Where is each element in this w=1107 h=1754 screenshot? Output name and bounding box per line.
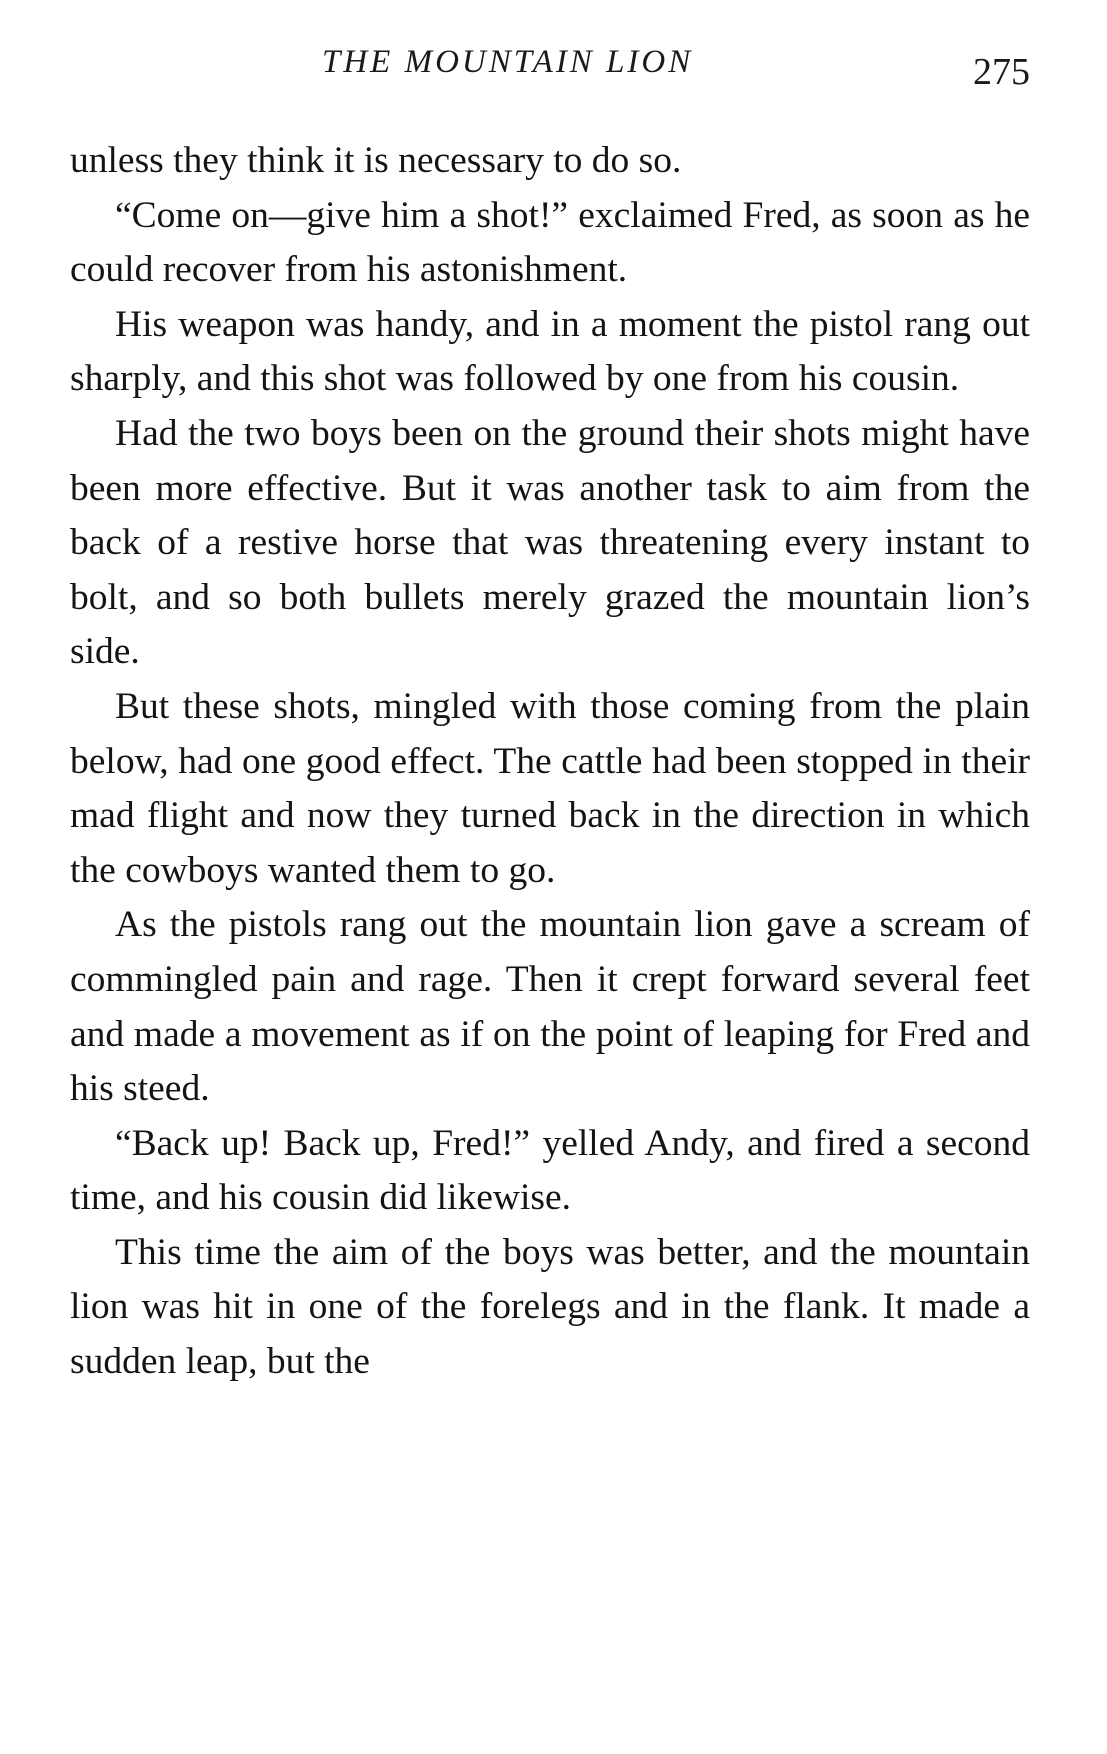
body-text [70, 134, 1030, 1390]
paragraph: As the pistols rang out the mountain lion gave a scream of commingled pain and rage. Then it crept forward several feet and made a movement as if on the point of leaping for Fred and his steed. [70, 904, 1030, 1110]
paragraph: Had the two boys been on the ground their shots might have been more effective. But it was another task to aim from the back of a restive horse that was threatening every instant to bolt, and so both bullets merely grazed the mountain lion’s side. [70, 412, 1030, 673]
running-title: THE MOUNTAIN LION [322, 44, 694, 80]
page-number: 275 [973, 51, 1030, 93]
paragraph: This time the aim of the boys was better, and the mountain lion was hit in one of the forelegs and in the flank. It made a sudden leap, but the [70, 1231, 1030, 1383]
paragraph: But these shots, mingled with those coming from the plain below, had one good effect. The cattle had been stopped in their mad flight and now they turned back in the direction in which the cowboys wanted them to go. [70, 685, 1030, 891]
paragraph: His weapon was handy, and in a moment the pistol rang out sharply, and this shot was followed by one from his cousin. [70, 303, 1030, 400]
paragraph: “Come on—give him a shot!” exclaimed Fred, as soon as he could recover from his astonishment. [70, 194, 1030, 291]
paragraph: unless they think it is necessary to do so. [70, 140, 682, 181]
page-header [70, 40, 1030, 100]
paragraph: “Back up! Back up, Fred!” yelled Andy, and fired a second time, and his cousin did likewise. [70, 1122, 1030, 1219]
